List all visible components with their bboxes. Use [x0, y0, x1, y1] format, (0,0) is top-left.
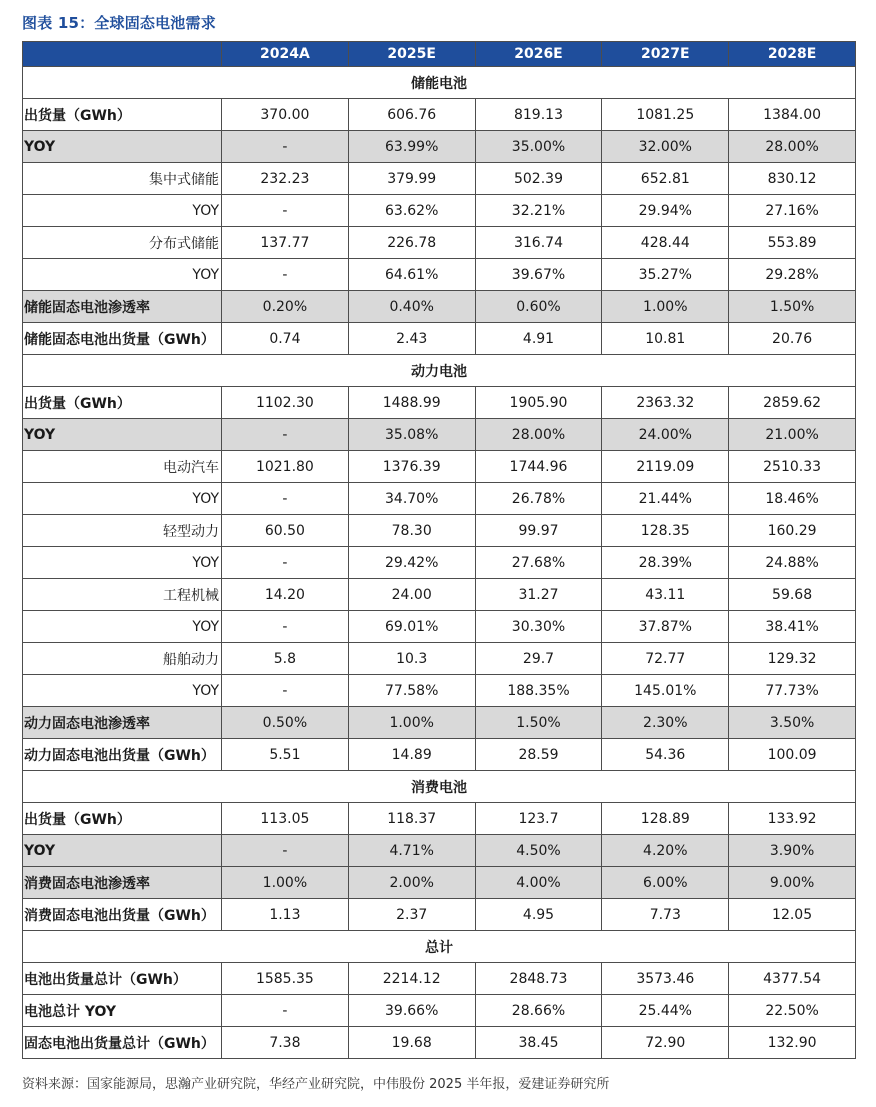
value-cell: 0.50%	[222, 707, 349, 739]
value-cell: 1905.90	[475, 387, 602, 419]
table-body	[23, 67, 856, 1059]
value-cell: 9.00%	[729, 867, 856, 899]
table-row	[23, 803, 856, 835]
value-cell: -	[222, 611, 349, 643]
value-cell: 4.00%	[475, 867, 602, 899]
row-label: 固态电池出货量总计（GWh）	[23, 1027, 222, 1059]
value-cell: 1102.30	[222, 387, 349, 419]
value-cell: 4377.54	[729, 963, 856, 995]
table-row	[23, 131, 856, 163]
table-row	[23, 739, 856, 771]
value-cell: 2510.33	[729, 451, 856, 483]
value-cell: 35.00%	[475, 131, 602, 163]
value-cell: 29.28%	[729, 259, 856, 291]
value-cell: 63.99%	[348, 131, 475, 163]
value-cell: 502.39	[475, 163, 602, 195]
value-cell: -	[222, 419, 349, 451]
value-cell: 2.30%	[602, 707, 729, 739]
table-row	[23, 419, 856, 451]
value-cell: 14.20	[222, 579, 349, 611]
value-cell: 0.20%	[222, 291, 349, 323]
value-cell: 2363.32	[602, 387, 729, 419]
header-cell-year: 2028E	[729, 42, 856, 67]
value-cell: 38.41%	[729, 611, 856, 643]
value-cell: 553.89	[729, 227, 856, 259]
value-cell: 10.81	[602, 323, 729, 355]
value-cell: -	[222, 483, 349, 515]
value-cell: 226.78	[348, 227, 475, 259]
value-cell: 113.05	[222, 803, 349, 835]
value-cell: 1.50%	[475, 707, 602, 739]
row-label: YOY	[23, 835, 222, 867]
value-cell: 2.37	[348, 899, 475, 931]
table-row	[23, 323, 856, 355]
row-label: 出货量（GWh）	[23, 99, 222, 131]
value-cell: 31.27	[475, 579, 602, 611]
section-title: 总计	[23, 931, 856, 963]
value-cell: 28.66%	[475, 995, 602, 1027]
value-cell: 28.00%	[475, 419, 602, 451]
value-cell: 1021.80	[222, 451, 349, 483]
value-cell: 370.00	[222, 99, 349, 131]
value-cell: 6.00%	[602, 867, 729, 899]
row-label: YOY	[23, 547, 222, 579]
row-label: YOY	[23, 483, 222, 515]
section-row	[23, 355, 856, 387]
table-row	[23, 451, 856, 483]
value-cell: 1384.00	[729, 99, 856, 131]
table-row	[23, 963, 856, 995]
value-cell: 24.00%	[602, 419, 729, 451]
value-cell: 3573.46	[602, 963, 729, 995]
value-cell: 1.50%	[729, 291, 856, 323]
value-cell: 3.90%	[729, 835, 856, 867]
value-cell: 1585.35	[222, 963, 349, 995]
row-label: 船舶动力	[23, 643, 222, 675]
value-cell: 43.11	[602, 579, 729, 611]
value-cell: 2119.09	[602, 451, 729, 483]
header-cell-year: 2026E	[475, 42, 602, 67]
value-cell: 19.68	[348, 1027, 475, 1059]
value-cell: 39.67%	[475, 259, 602, 291]
value-cell: -	[222, 675, 349, 707]
value-cell: 21.44%	[602, 483, 729, 515]
value-cell: 63.62%	[348, 195, 475, 227]
figure-title: 图表 15：全球固态电池需求	[22, 14, 216, 32]
value-cell: 37.87%	[602, 611, 729, 643]
value-cell: 10.3	[348, 643, 475, 675]
section-title: 储能电池	[23, 67, 856, 99]
value-cell: 830.12	[729, 163, 856, 195]
table-row	[23, 163, 856, 195]
value-cell: 316.74	[475, 227, 602, 259]
value-cell: 128.89	[602, 803, 729, 835]
table-row	[23, 707, 856, 739]
row-label: 分布式储能	[23, 227, 222, 259]
value-cell: 29.7	[475, 643, 602, 675]
value-cell: 29.94%	[602, 195, 729, 227]
value-cell: 26.78%	[475, 483, 602, 515]
value-cell: 72.77	[602, 643, 729, 675]
table-row	[23, 99, 856, 131]
table-row	[23, 611, 856, 643]
table-row	[23, 483, 856, 515]
value-cell: 34.70%	[348, 483, 475, 515]
value-cell: 27.68%	[475, 547, 602, 579]
row-label: 储能固态电池渗透率	[23, 291, 222, 323]
row-label: 电池总计 YOY	[23, 995, 222, 1027]
header-cell-year: 2025E	[348, 42, 475, 67]
value-cell: 72.90	[602, 1027, 729, 1059]
row-label: 出货量（GWh）	[23, 803, 222, 835]
value-cell: 32.00%	[602, 131, 729, 163]
section-row	[23, 771, 856, 803]
value-cell: 2.00%	[348, 867, 475, 899]
value-cell: 0.74	[222, 323, 349, 355]
header-cell-year: 2024A	[222, 42, 349, 67]
value-cell: 38.45	[475, 1027, 602, 1059]
value-cell: 60.50	[222, 515, 349, 547]
value-cell: 25.44%	[602, 995, 729, 1027]
value-cell: 4.95	[475, 899, 602, 931]
value-cell: 99.97	[475, 515, 602, 547]
row-label: 电动汽车	[23, 451, 222, 483]
table-row	[23, 387, 856, 419]
table-row	[23, 995, 856, 1027]
value-cell: 652.81	[602, 163, 729, 195]
value-cell: 4.20%	[602, 835, 729, 867]
value-cell: 160.29	[729, 515, 856, 547]
value-cell: 137.77	[222, 227, 349, 259]
row-label: 消费固态电池渗透率	[23, 867, 222, 899]
value-cell: 77.73%	[729, 675, 856, 707]
value-cell: 32.21%	[475, 195, 602, 227]
value-cell: 4.50%	[475, 835, 602, 867]
value-cell: 118.37	[348, 803, 475, 835]
value-cell: 54.36	[602, 739, 729, 771]
solid-state-battery-demand-table	[22, 41, 856, 1059]
section-title: 动力电池	[23, 355, 856, 387]
table-row	[23, 675, 856, 707]
row-label: YOY	[23, 195, 222, 227]
value-cell: 59.68	[729, 579, 856, 611]
table-row	[23, 835, 856, 867]
value-cell: 12.05	[729, 899, 856, 931]
row-label: 消费固态电池出货量（GWh）	[23, 899, 222, 931]
value-cell: 27.16%	[729, 195, 856, 227]
value-cell: 28.39%	[602, 547, 729, 579]
value-cell: 4.71%	[348, 835, 475, 867]
row-label: YOY	[23, 611, 222, 643]
value-cell: 77.58%	[348, 675, 475, 707]
section-title: 消费电池	[23, 771, 856, 803]
value-cell: 100.09	[729, 739, 856, 771]
value-cell: 819.13	[475, 99, 602, 131]
value-cell: 232.23	[222, 163, 349, 195]
value-cell: 78.30	[348, 515, 475, 547]
value-cell: 379.99	[348, 163, 475, 195]
value-cell: 1081.25	[602, 99, 729, 131]
value-cell: 0.40%	[348, 291, 475, 323]
value-cell: 1.00%	[602, 291, 729, 323]
value-cell: 24.00	[348, 579, 475, 611]
row-label: YOY	[23, 419, 222, 451]
section-row	[23, 931, 856, 963]
table-row	[23, 643, 856, 675]
row-label: YOY	[23, 131, 222, 163]
value-cell: 145.01%	[602, 675, 729, 707]
table-row	[23, 515, 856, 547]
row-label: 出货量（GWh）	[23, 387, 222, 419]
row-label: 动力固态电池渗透率	[23, 707, 222, 739]
value-cell: -	[222, 131, 349, 163]
value-cell: 29.42%	[348, 547, 475, 579]
value-cell: 24.88%	[729, 547, 856, 579]
row-label: 轻型动力	[23, 515, 222, 547]
value-cell: 188.35%	[475, 675, 602, 707]
table-row	[23, 547, 856, 579]
value-cell: 3.50%	[729, 707, 856, 739]
value-cell: 132.90	[729, 1027, 856, 1059]
value-cell: 2214.12	[348, 963, 475, 995]
header-cell-year: 2027E	[602, 42, 729, 67]
value-cell: 30.30%	[475, 611, 602, 643]
row-label: 储能固态电池出货量（GWh）	[23, 323, 222, 355]
value-cell: -	[222, 547, 349, 579]
row-label: 动力固态电池出货量（GWh）	[23, 739, 222, 771]
value-cell: 2859.62	[729, 387, 856, 419]
value-cell: -	[222, 195, 349, 227]
value-cell: 69.01%	[348, 611, 475, 643]
table-row	[23, 291, 856, 323]
value-cell: 22.50%	[729, 995, 856, 1027]
table-row	[23, 1027, 856, 1059]
value-cell: 20.76	[729, 323, 856, 355]
value-cell: 7.38	[222, 1027, 349, 1059]
value-cell: 1.00%	[348, 707, 475, 739]
value-cell: 7.73	[602, 899, 729, 931]
row-label: 工程机械	[23, 579, 222, 611]
value-cell: 128.35	[602, 515, 729, 547]
header-row	[23, 42, 856, 67]
value-cell: 28.59	[475, 739, 602, 771]
value-cell: 133.92	[729, 803, 856, 835]
value-cell: 1488.99	[348, 387, 475, 419]
value-cell: 1744.96	[475, 451, 602, 483]
value-cell: 35.27%	[602, 259, 729, 291]
value-cell: 5.8	[222, 643, 349, 675]
table-row	[23, 227, 856, 259]
value-cell: 123.7	[475, 803, 602, 835]
value-cell: -	[222, 259, 349, 291]
section-row	[23, 67, 856, 99]
table-row	[23, 259, 856, 291]
row-label: 电池出货量总计（GWh）	[23, 963, 222, 995]
value-cell: 606.76	[348, 99, 475, 131]
table-row	[23, 195, 856, 227]
value-cell: 2848.73	[475, 963, 602, 995]
value-cell: 4.91	[475, 323, 602, 355]
table-row	[23, 867, 856, 899]
source-note: 资料来源：国家能源局，思瀚产业研究院，华经产业研究院，中伟股份 2025 半年报，爱建证券研究所	[22, 1077, 610, 1092]
value-cell: 14.89	[348, 739, 475, 771]
row-label: YOY	[23, 259, 222, 291]
value-cell: 428.44	[602, 227, 729, 259]
row-label: 集中式储能	[23, 163, 222, 195]
value-cell: 0.60%	[475, 291, 602, 323]
value-cell: 129.32	[729, 643, 856, 675]
value-cell: 21.00%	[729, 419, 856, 451]
value-cell: 5.51	[222, 739, 349, 771]
value-cell: 39.66%	[348, 995, 475, 1027]
value-cell: 1.00%	[222, 867, 349, 899]
table-row	[23, 579, 856, 611]
value-cell: 64.61%	[348, 259, 475, 291]
value-cell: 1376.39	[348, 451, 475, 483]
table-row	[23, 899, 856, 931]
value-cell: -	[222, 835, 349, 867]
row-label: YOY	[23, 675, 222, 707]
value-cell: 1.13	[222, 899, 349, 931]
value-cell: 18.46%	[729, 483, 856, 515]
header-cell-label	[23, 42, 222, 67]
value-cell: 28.00%	[729, 131, 856, 163]
value-cell: 35.08%	[348, 419, 475, 451]
value-cell: -	[222, 995, 349, 1027]
value-cell: 2.43	[348, 323, 475, 355]
